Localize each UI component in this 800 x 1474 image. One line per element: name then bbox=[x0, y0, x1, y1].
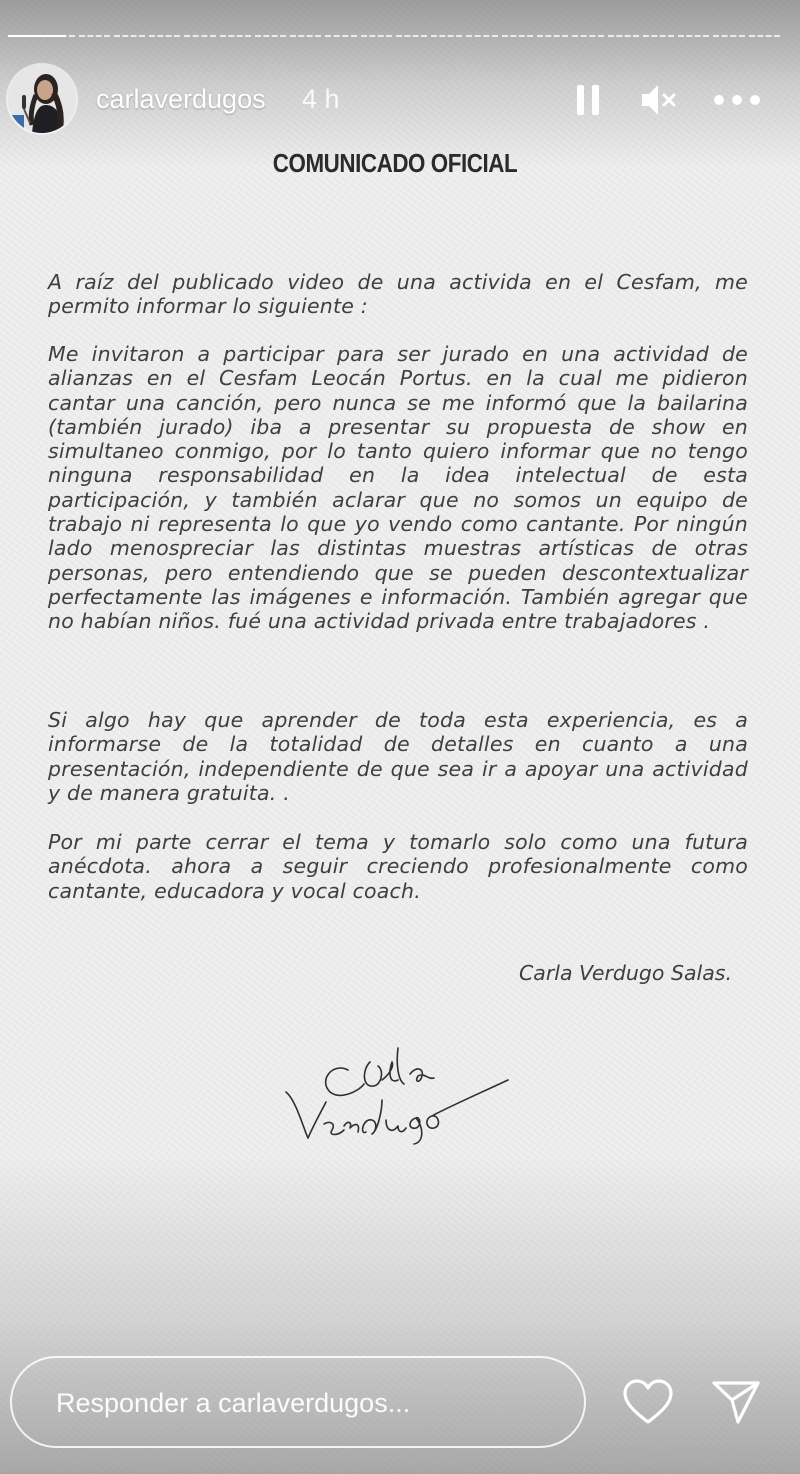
like-button[interactable] bbox=[620, 1374, 676, 1430]
letter-paragraph: A raíz del publicado video de una activida en el Cesfam, me permito informar lo siguiente : bbox=[48, 270, 748, 319]
letter-title: COMUNICADO OFICIAL bbox=[272, 148, 518, 178]
signature-name: Carla Verdugo Salas. bbox=[518, 961, 732, 985]
letter-paragraph: Por mi parte cerrar el tema y tomarlo solo como una futura anécdota. ahora a seguir creciendo profesionalmente como cantante, educadora y vocal coach. bbox=[48, 830, 748, 903]
handwritten-signature bbox=[278, 1040, 518, 1150]
story-timestamp: 4 h bbox=[302, 84, 340, 114]
send-icon bbox=[711, 1379, 761, 1425]
letter-paragraph: Me invitaron a participar para ser jurado en una actividad de alianzas en el Cesfam Leocán Portus. en la cual me pidieron cantar una canción, pero nunca se me informó que la bailarina (también jurado) iba a presentar su propuesta de show en simultaneo conmigo, por lo tanto quiero informar que no tengo ninguna responsabilidad en la idea intelectual de esta participación, y también aclarar que no somos un equipo de trabajo ni representa lo que yo vendo como cantante. Por ningún lado menospreciar las distintas muestras artísticas de otras personas, pero entendiendo que se pueden descontextualizar perfectamente las imágenes e información. También agregar que no habían niños. fué una actividad privada entre trabajadores . bbox=[48, 342, 748, 634]
reply-input[interactable] bbox=[54, 1382, 558, 1424]
send-button[interactable] bbox=[708, 1374, 764, 1430]
reply-field-container[interactable] bbox=[10, 1356, 586, 1448]
heart-icon bbox=[622, 1378, 674, 1426]
story-username[interactable]: carlaverdugos bbox=[96, 84, 266, 114]
letter-paragraph: Si algo hay que aprender de toda esta experiencia, es a informarse de la totalidad de detalles en cuanto a una presentación, independiente de que sea ir a apoyar una actividad y de manera gratuita. . bbox=[48, 708, 748, 805]
